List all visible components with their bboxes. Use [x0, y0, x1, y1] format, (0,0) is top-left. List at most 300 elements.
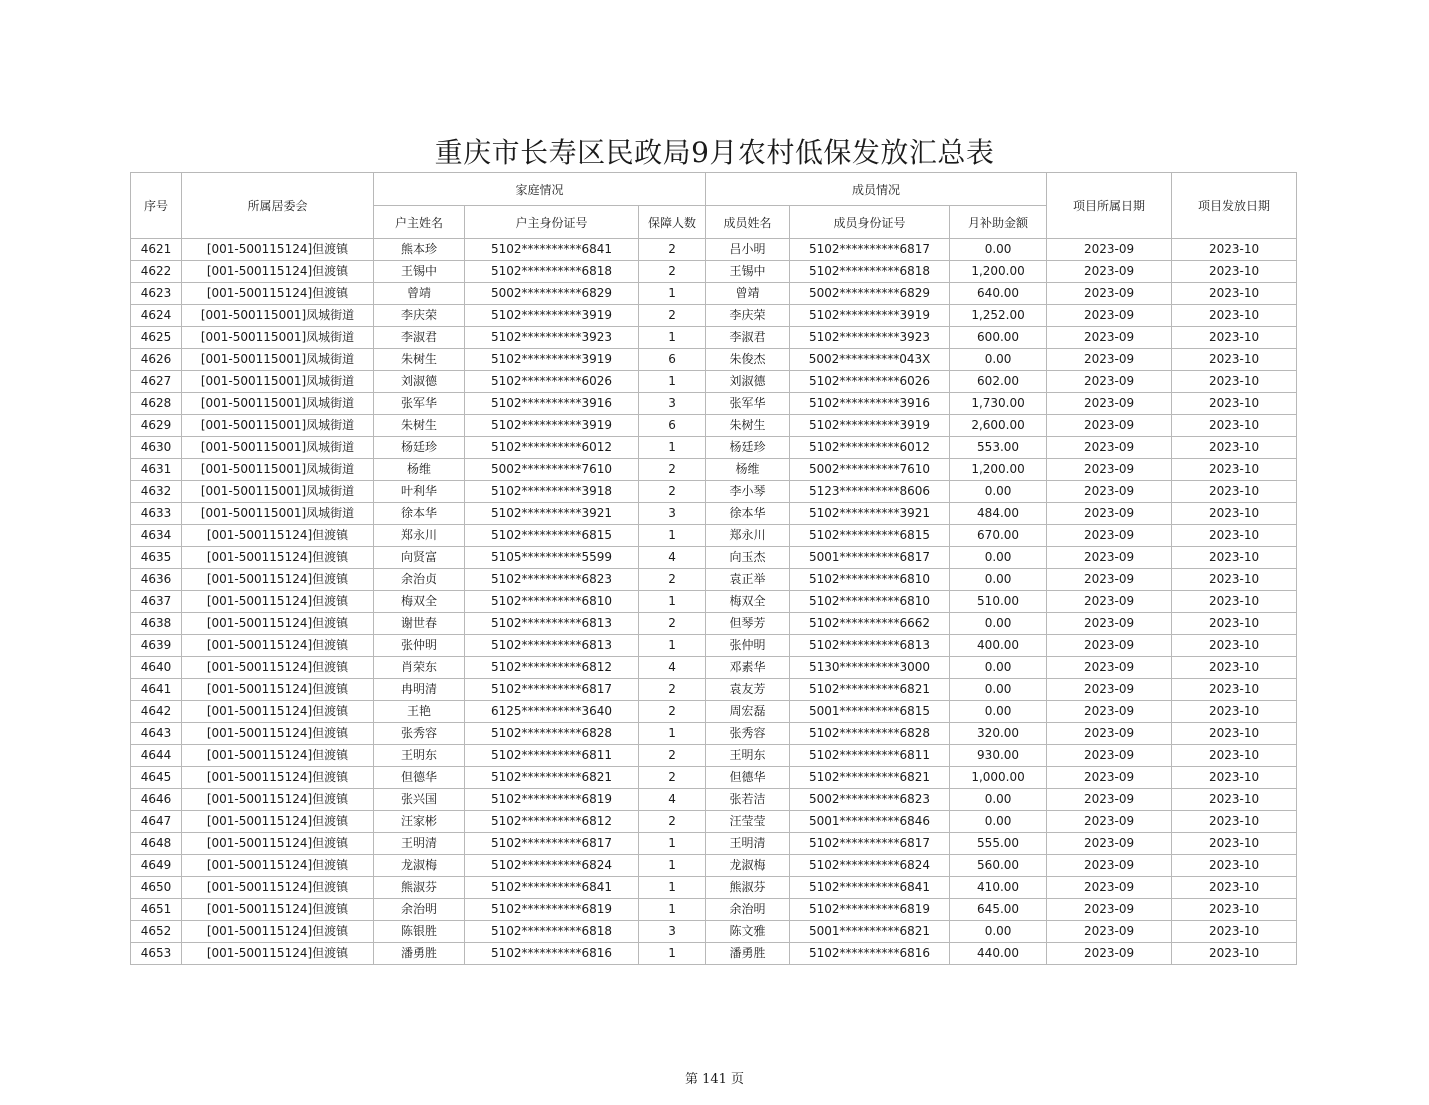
issue-date-cell: 2023-10	[1172, 371, 1297, 393]
covered-cell: 1	[639, 591, 706, 613]
head-id-cell: 5102**********6812	[465, 657, 639, 679]
member-name-cell: 向玉杰	[706, 547, 790, 569]
seq-cell: 4632	[131, 481, 182, 503]
table-row	[131, 591, 1297, 613]
issue-date-cell: 2023-10	[1172, 437, 1297, 459]
member-name-cell: 龙淑梅	[706, 855, 790, 877]
committee-cell: [001-500115001]凤城街道	[182, 481, 374, 503]
header-issue-date: 项目发放日期	[1172, 173, 1297, 239]
member-name-cell: 杨维	[706, 459, 790, 481]
member-name-cell: 梅双全	[706, 591, 790, 613]
covered-cell: 2	[639, 811, 706, 833]
covered-cell: 2	[639, 613, 706, 635]
covered-cell: 2	[639, 569, 706, 591]
committee-cell: [001-500115124]但渡镇	[182, 283, 374, 305]
table-row	[131, 635, 1297, 657]
project-date-cell: 2023-09	[1047, 921, 1172, 943]
covered-cell: 1	[639, 899, 706, 921]
covered-cell: 3	[639, 393, 706, 415]
member-id-cell: 5102**********6821	[790, 679, 950, 701]
head-name-cell: 向贤富	[374, 547, 465, 569]
project-date-cell: 2023-09	[1047, 635, 1172, 657]
covered-cell: 1	[639, 833, 706, 855]
member-id-cell: 5102**********6662	[790, 613, 950, 635]
amount-cell: 0.00	[950, 613, 1047, 635]
member-name-cell: 张军华	[706, 393, 790, 415]
head-id-cell: 5102**********6821	[465, 767, 639, 789]
covered-cell: 2	[639, 261, 706, 283]
seq-cell: 4621	[131, 239, 182, 261]
issue-date-cell: 2023-10	[1172, 943, 1297, 965]
committee-cell: [001-500115124]但渡镇	[182, 943, 374, 965]
seq-cell: 4646	[131, 789, 182, 811]
covered-cell: 4	[639, 547, 706, 569]
project-date-cell: 2023-09	[1047, 503, 1172, 525]
member-name-cell: 王明清	[706, 833, 790, 855]
member-name-cell: 朱俊杰	[706, 349, 790, 371]
header-member-id: 成员身份证号	[790, 206, 950, 239]
member-name-cell: 曾靖	[706, 283, 790, 305]
seq-cell: 4631	[131, 459, 182, 481]
head-name-cell: 熊本珍	[374, 239, 465, 261]
head-name-cell: 熊淑芬	[374, 877, 465, 899]
head-name-cell: 汪家彬	[374, 811, 465, 833]
head-name-cell: 余治贞	[374, 569, 465, 591]
project-date-cell: 2023-09	[1047, 283, 1172, 305]
issue-date-cell: 2023-10	[1172, 305, 1297, 327]
issue-date-cell: 2023-10	[1172, 481, 1297, 503]
amount-cell: 0.00	[950, 547, 1047, 569]
table-header	[131, 173, 1297, 239]
committee-cell: [001-500115124]但渡镇	[182, 635, 374, 657]
covered-cell: 3	[639, 921, 706, 943]
table-row	[131, 833, 1297, 855]
table-row	[131, 789, 1297, 811]
seq-cell: 4638	[131, 613, 182, 635]
header-member-name: 成员姓名	[706, 206, 790, 239]
member-id-cell: 5002**********7610	[790, 459, 950, 481]
issue-date-cell: 2023-10	[1172, 415, 1297, 437]
member-id-cell: 5130**********3000	[790, 657, 950, 679]
issue-date-cell: 2023-10	[1172, 591, 1297, 613]
member-name-cell: 潘勇胜	[706, 943, 790, 965]
seq-cell: 4651	[131, 899, 182, 921]
member-id-cell: 5102**********6828	[790, 723, 950, 745]
committee-cell: [001-500115124]但渡镇	[182, 921, 374, 943]
covered-cell: 2	[639, 767, 706, 789]
header-amount: 月补助金额	[950, 206, 1047, 239]
amount-cell: 0.00	[950, 569, 1047, 591]
member-id-cell: 5001**********6846	[790, 811, 950, 833]
amount-cell: 0.00	[950, 679, 1047, 701]
issue-date-cell: 2023-10	[1172, 547, 1297, 569]
member-name-cell: 杨廷珍	[706, 437, 790, 459]
head-name-cell: 肖荣东	[374, 657, 465, 679]
committee-cell: [001-500115124]但渡镇	[182, 613, 374, 635]
header-seq: 序号	[131, 173, 182, 239]
table-row	[131, 899, 1297, 921]
relief-summary-table	[130, 172, 1297, 965]
member-id-cell: 5102**********6811	[790, 745, 950, 767]
committee-cell: [001-500115124]但渡镇	[182, 679, 374, 701]
table-row	[131, 437, 1297, 459]
table-body	[131, 239, 1297, 965]
covered-cell: 1	[639, 943, 706, 965]
member-id-cell: 5102**********6012	[790, 437, 950, 459]
head-name-cell: 杨廷珍	[374, 437, 465, 459]
head-name-cell: 张军华	[374, 393, 465, 415]
member-id-cell: 5001**********6817	[790, 547, 950, 569]
amount-cell: 320.00	[950, 723, 1047, 745]
member-id-cell: 5102**********6819	[790, 899, 950, 921]
project-date-cell: 2023-09	[1047, 679, 1172, 701]
issue-date-cell: 2023-10	[1172, 393, 1297, 415]
head-id-cell: 5102**********3919	[465, 349, 639, 371]
head-id-cell: 5102**********3916	[465, 393, 639, 415]
head-name-cell: 但德华	[374, 767, 465, 789]
table-row	[131, 657, 1297, 679]
amount-cell: 400.00	[950, 635, 1047, 657]
issue-date-cell: 2023-10	[1172, 877, 1297, 899]
head-id-cell: 5105**********5599	[465, 547, 639, 569]
amount-cell: 645.00	[950, 899, 1047, 921]
amount-cell: 0.00	[950, 921, 1047, 943]
head-name-cell: 张兴国	[374, 789, 465, 811]
committee-cell: [001-500115124]但渡镇	[182, 525, 374, 547]
head-name-cell: 王锡中	[374, 261, 465, 283]
committee-cell: [001-500115001]凤城街道	[182, 503, 374, 525]
head-name-cell: 潘勇胜	[374, 943, 465, 965]
head-name-cell: 张仲明	[374, 635, 465, 657]
covered-cell: 1	[639, 283, 706, 305]
covered-cell: 3	[639, 503, 706, 525]
committee-cell: [001-500115001]凤城街道	[182, 305, 374, 327]
committee-cell: [001-500115001]凤城街道	[182, 349, 374, 371]
amount-cell: 670.00	[950, 525, 1047, 547]
member-id-cell: 5001**********6815	[790, 701, 950, 723]
table-row	[131, 877, 1297, 899]
project-date-cell: 2023-09	[1047, 877, 1172, 899]
member-id-cell: 5102**********3919	[790, 415, 950, 437]
head-name-cell: 朱树生	[374, 415, 465, 437]
seq-cell: 4626	[131, 349, 182, 371]
head-name-cell: 张秀容	[374, 723, 465, 745]
head-id-cell: 5102**********6816	[465, 943, 639, 965]
head-id-cell: 6125**********3640	[465, 701, 639, 723]
issue-date-cell: 2023-10	[1172, 569, 1297, 591]
project-date-cell: 2023-09	[1047, 833, 1172, 855]
member-id-cell: 5102**********6810	[790, 569, 950, 591]
covered-cell: 2	[639, 701, 706, 723]
member-id-cell: 5102**********6824	[790, 855, 950, 877]
table-row	[131, 767, 1297, 789]
member-id-cell: 5102**********6821	[790, 767, 950, 789]
covered-cell: 1	[639, 855, 706, 877]
member-name-cell: 周宏磊	[706, 701, 790, 723]
head-id-cell: 5102**********6841	[465, 239, 639, 261]
table-row	[131, 525, 1297, 547]
committee-cell: [001-500115124]但渡镇	[182, 569, 374, 591]
member-id-cell: 5102**********3921	[790, 503, 950, 525]
committee-cell: [001-500115124]但渡镇	[182, 833, 374, 855]
head-name-cell: 李淑君	[374, 327, 465, 349]
head-id-cell: 5002**********6829	[465, 283, 639, 305]
seq-cell: 4641	[131, 679, 182, 701]
issue-date-cell: 2023-10	[1172, 899, 1297, 921]
committee-cell: [001-500115124]但渡镇	[182, 261, 374, 283]
head-name-cell: 朱树生	[374, 349, 465, 371]
table-row	[131, 745, 1297, 767]
member-id-cell: 5102**********6026	[790, 371, 950, 393]
covered-cell: 2	[639, 239, 706, 261]
table-row	[131, 569, 1297, 591]
issue-date-cell: 2023-10	[1172, 349, 1297, 371]
header-head-id: 户主身份证号	[465, 206, 639, 239]
member-name-cell: 余治明	[706, 899, 790, 921]
committee-cell: [001-500115124]但渡镇	[182, 723, 374, 745]
table-row	[131, 371, 1297, 393]
project-date-cell: 2023-09	[1047, 327, 1172, 349]
table-row	[131, 613, 1297, 635]
project-date-cell: 2023-09	[1047, 261, 1172, 283]
committee-cell: [001-500115124]但渡镇	[182, 701, 374, 723]
seq-cell: 4639	[131, 635, 182, 657]
issue-date-cell: 2023-10	[1172, 745, 1297, 767]
amount-cell: 0.00	[950, 789, 1047, 811]
issue-date-cell: 2023-10	[1172, 921, 1297, 943]
amount-cell: 1,730.00	[950, 393, 1047, 415]
head-id-cell: 5102**********6828	[465, 723, 639, 745]
head-id-cell: 5102**********6815	[465, 525, 639, 547]
covered-cell: 6	[639, 415, 706, 437]
amount-cell: 930.00	[950, 745, 1047, 767]
member-id-cell: 5002**********043X	[790, 349, 950, 371]
head-id-cell: 5102**********6819	[465, 789, 639, 811]
issue-date-cell: 2023-10	[1172, 613, 1297, 635]
committee-cell: [001-500115124]但渡镇	[182, 855, 374, 877]
head-name-cell: 郑永川	[374, 525, 465, 547]
head-name-cell: 王艳	[374, 701, 465, 723]
member-name-cell: 陈文雅	[706, 921, 790, 943]
issue-date-cell: 2023-10	[1172, 811, 1297, 833]
head-id-cell: 5102**********3923	[465, 327, 639, 349]
amount-cell: 555.00	[950, 833, 1047, 855]
seq-cell: 4647	[131, 811, 182, 833]
member-name-cell: 但德华	[706, 767, 790, 789]
issue-date-cell: 2023-10	[1172, 525, 1297, 547]
table-row	[131, 349, 1297, 371]
project-date-cell: 2023-09	[1047, 613, 1172, 635]
member-name-cell: 吕小明	[706, 239, 790, 261]
amount-cell: 0.00	[950, 481, 1047, 503]
covered-cell: 2	[639, 459, 706, 481]
seq-cell: 4622	[131, 261, 182, 283]
member-id-cell: 5123**********8606	[790, 481, 950, 503]
head-id-cell: 5102**********6026	[465, 371, 639, 393]
member-name-cell: 郑永川	[706, 525, 790, 547]
covered-cell: 2	[639, 745, 706, 767]
project-date-cell: 2023-09	[1047, 459, 1172, 481]
header-project-date: 项目所属日期	[1047, 173, 1172, 239]
head-name-cell: 曾靖	[374, 283, 465, 305]
page-title: 重庆市长寿区民政局9月农村低保发放汇总表	[434, 136, 995, 169]
covered-cell: 1	[639, 525, 706, 547]
seq-cell: 4640	[131, 657, 182, 679]
committee-cell: [001-500115001]凤城街道	[182, 371, 374, 393]
table-row	[131, 921, 1297, 943]
member-name-cell: 朱树生	[706, 415, 790, 437]
project-date-cell: 2023-09	[1047, 789, 1172, 811]
head-name-cell: 陈银胜	[374, 921, 465, 943]
page-number: 第 141 页	[684, 1072, 745, 1087]
committee-cell: [001-500115124]但渡镇	[182, 767, 374, 789]
table-row	[131, 547, 1297, 569]
head-id-cell: 5102**********6813	[465, 613, 639, 635]
table-row	[131, 415, 1297, 437]
committee-cell: [001-500115001]凤城街道	[182, 415, 374, 437]
head-name-cell: 刘淑德	[374, 371, 465, 393]
member-name-cell: 邓素华	[706, 657, 790, 679]
amount-cell: 553.00	[950, 437, 1047, 459]
seq-cell: 4634	[131, 525, 182, 547]
project-date-cell: 2023-09	[1047, 745, 1172, 767]
amount-cell: 640.00	[950, 283, 1047, 305]
head-name-cell: 冉明清	[374, 679, 465, 701]
covered-cell: 1	[639, 877, 706, 899]
issue-date-cell: 2023-10	[1172, 789, 1297, 811]
member-id-cell: 5102**********6816	[790, 943, 950, 965]
amount-cell: 0.00	[950, 701, 1047, 723]
committee-cell: [001-500115124]但渡镇	[182, 657, 374, 679]
project-date-cell: 2023-09	[1047, 899, 1172, 921]
member-name-cell: 徐本华	[706, 503, 790, 525]
seq-cell: 4628	[131, 393, 182, 415]
issue-date-cell: 2023-10	[1172, 657, 1297, 679]
project-date-cell: 2023-09	[1047, 481, 1172, 503]
covered-cell: 1	[639, 327, 706, 349]
committee-cell: [001-500115001]凤城街道	[182, 393, 374, 415]
seq-cell: 4644	[131, 745, 182, 767]
head-id-cell: 5102**********6817	[465, 833, 639, 855]
covered-cell: 1	[639, 635, 706, 657]
project-date-cell: 2023-09	[1047, 767, 1172, 789]
covered-cell: 2	[639, 679, 706, 701]
seq-cell: 4649	[131, 855, 182, 877]
committee-cell: [001-500115124]但渡镇	[182, 591, 374, 613]
seq-cell: 4633	[131, 503, 182, 525]
amount-cell: 510.00	[950, 591, 1047, 613]
amount-cell: 410.00	[950, 877, 1047, 899]
issue-date-cell: 2023-10	[1172, 767, 1297, 789]
covered-cell: 2	[639, 481, 706, 503]
header-member-group: 成员情况	[706, 173, 1047, 206]
committee-cell: [001-500115124]但渡镇	[182, 547, 374, 569]
project-date-cell: 2023-09	[1047, 525, 1172, 547]
member-name-cell: 李小琴	[706, 481, 790, 503]
member-name-cell: 汪莹莹	[706, 811, 790, 833]
seq-cell: 4652	[131, 921, 182, 943]
table-row	[131, 811, 1297, 833]
head-name-cell: 王明清	[374, 833, 465, 855]
member-name-cell: 但琴芳	[706, 613, 790, 635]
issue-date-cell: 2023-10	[1172, 327, 1297, 349]
member-name-cell: 熊淑芬	[706, 877, 790, 899]
covered-cell: 1	[639, 723, 706, 745]
issue-date-cell: 2023-10	[1172, 635, 1297, 657]
amount-cell: 0.00	[950, 349, 1047, 371]
table-row	[131, 503, 1297, 525]
committee-cell: [001-500115124]但渡镇	[182, 877, 374, 899]
amount-cell: 1,000.00	[950, 767, 1047, 789]
table-row	[131, 283, 1297, 305]
project-date-cell: 2023-09	[1047, 855, 1172, 877]
head-id-cell: 5102**********6841	[465, 877, 639, 899]
amount-cell: 1,252.00	[950, 305, 1047, 327]
amount-cell: 1,200.00	[950, 261, 1047, 283]
table-row	[131, 393, 1297, 415]
issue-date-cell: 2023-10	[1172, 723, 1297, 745]
project-date-cell: 2023-09	[1047, 547, 1172, 569]
table-row	[131, 481, 1297, 503]
amount-cell: 2,600.00	[950, 415, 1047, 437]
head-name-cell: 叶利华	[374, 481, 465, 503]
seq-cell: 4650	[131, 877, 182, 899]
member-id-cell: 5102**********6841	[790, 877, 950, 899]
covered-cell: 1	[639, 371, 706, 393]
table-row	[131, 327, 1297, 349]
project-date-cell: 2023-09	[1047, 239, 1172, 261]
seq-cell: 4625	[131, 327, 182, 349]
head-id-cell: 5102**********6012	[465, 437, 639, 459]
amount-cell: 600.00	[950, 327, 1047, 349]
amount-cell: 1,200.00	[950, 459, 1047, 481]
issue-date-cell: 2023-10	[1172, 855, 1297, 877]
covered-cell: 1	[639, 437, 706, 459]
issue-date-cell: 2023-10	[1172, 283, 1297, 305]
member-id-cell: 5102**********6817	[790, 239, 950, 261]
table-row	[131, 943, 1297, 965]
head-id-cell: 5102**********6823	[465, 569, 639, 591]
amount-cell: 0.00	[950, 657, 1047, 679]
committee-cell: [001-500115124]但渡镇	[182, 899, 374, 921]
project-date-cell: 2023-09	[1047, 657, 1172, 679]
head-id-cell: 5102**********3918	[465, 481, 639, 503]
committee-cell: [001-500115001]凤城街道	[182, 327, 374, 349]
table-row	[131, 723, 1297, 745]
head-name-cell: 李庆荣	[374, 305, 465, 327]
issue-date-cell: 2023-10	[1172, 261, 1297, 283]
member-name-cell: 袁友芳	[706, 679, 790, 701]
header-head-name: 户主姓名	[374, 206, 465, 239]
project-date-cell: 2023-09	[1047, 569, 1172, 591]
member-id-cell: 5002**********6823	[790, 789, 950, 811]
head-id-cell: 5102**********6824	[465, 855, 639, 877]
amount-cell: 560.00	[950, 855, 1047, 877]
head-name-cell: 龙淑梅	[374, 855, 465, 877]
covered-cell: 4	[639, 657, 706, 679]
member-id-cell: 5102**********6818	[790, 261, 950, 283]
committee-cell: [001-500115124]但渡镇	[182, 789, 374, 811]
seq-cell: 4643	[131, 723, 182, 745]
member-id-cell: 5102**********6810	[790, 591, 950, 613]
head-name-cell: 余治明	[374, 899, 465, 921]
head-id-cell: 5102**********6811	[465, 745, 639, 767]
project-date-cell: 2023-09	[1047, 305, 1172, 327]
head-name-cell: 谢世春	[374, 613, 465, 635]
head-id-cell: 5002**********7610	[465, 459, 639, 481]
head-id-cell: 5102**********6812	[465, 811, 639, 833]
project-date-cell: 2023-09	[1047, 437, 1172, 459]
